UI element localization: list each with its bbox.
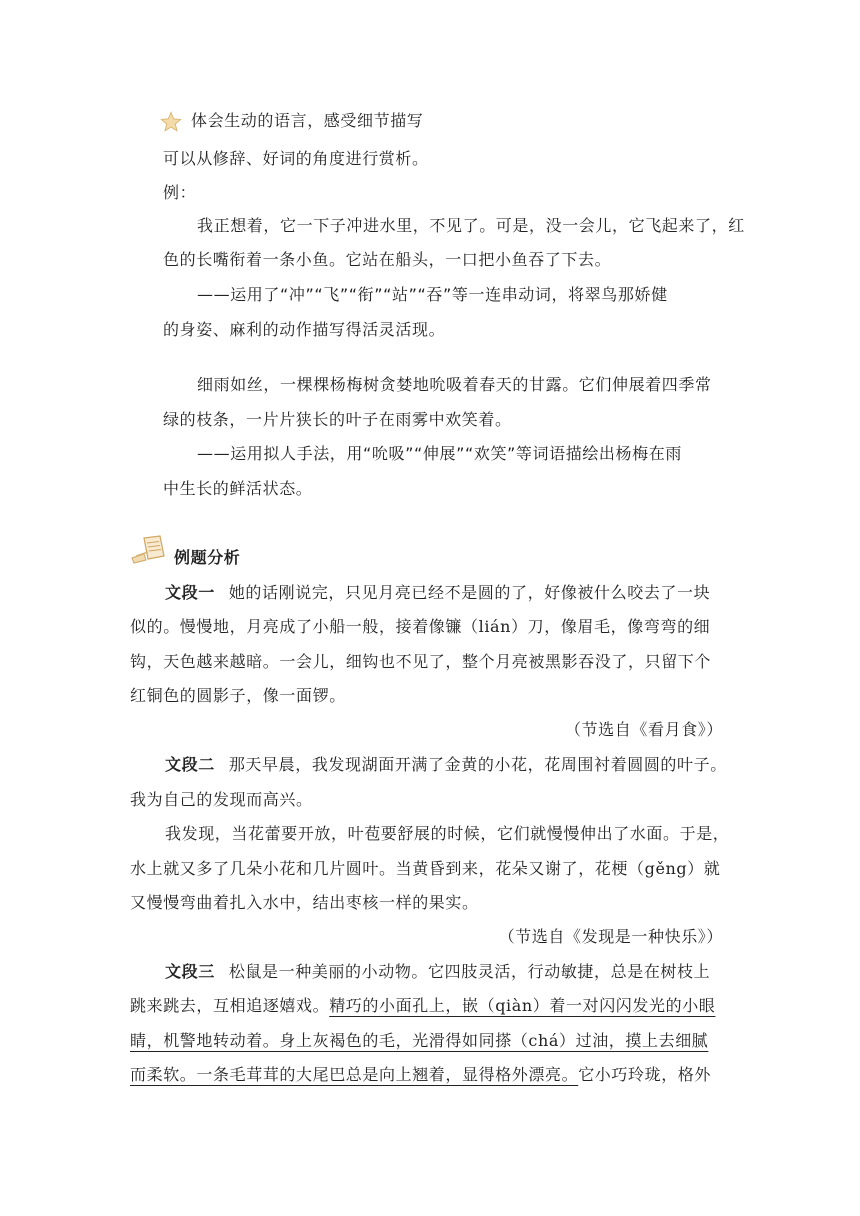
example-2-line-1: 细雨如丝，一棵棵杨梅树贪婪地吮吸着春天的甘露。它们伸展着四季常: [197, 375, 712, 394]
passage-3-line-3: [130, 1031, 708, 1051]
underlined-text: 睛，机警地转动着。身上灰褐色的毛，光滑得如同搽（chá）过油，摸上去细腻: [130, 1031, 709, 1050]
passage-1-line-3: 钩，天色越来越暗。一会儿，细钩也不见了，整个月亮被黑影吞没了，只留下个: [130, 652, 712, 671]
passage-3-line-1: 文段三 松鼠是一种美丽的小动物。它四肢灵活，行动敏捷，总是在树枝上: [165, 962, 711, 981]
passage-1-line-2: 似的。慢慢地，月亮成了小船一般，接着像镰（lián）刀，像眉毛，像弯弯的细: [130, 617, 711, 636]
passage-1-line-1: 文段一 她的话刚说完，只见月亮已经不是圆的了，好像被什么咬去了一块: [165, 583, 711, 602]
passage-1-source: （节选自《看月食》）: [564, 720, 723, 739]
example-label: 例：: [163, 183, 197, 202]
section-title: 例题分析: [174, 548, 241, 567]
passage-1-line-4: 红铜色的圆影子，像一面锣。: [130, 686, 346, 705]
tip-title: 体会生动的语言，感受细节描写: [191, 111, 424, 130]
example-1-line-1: 我正想着，它一下子冲进水里，不见了。可是，没一会儿，它飞起来了，红: [197, 216, 745, 235]
passage-2-line-4: 水上就又多了几朵小花和几片圆叶。当黄昏到来，花朵又谢了，花梗（gěng）就: [130, 859, 721, 878]
passage-3-line-2: 跳来跳去，互相追逐嬉戏。精巧的小面孔上，嵌（qiàn）着一对闪闪发光的小眼: [130, 996, 716, 1015]
example-2-comment-1: ——运用拟人手法，用“吮吸”“伸展”“欢笑”等词语描绘出杨梅在雨: [197, 444, 682, 463]
passage-2-line-1: 文段二 那天早晨，我发现湖面开满了金黄的小花，花周围衬着圆圆的叶子。: [165, 755, 727, 774]
star-icon: [160, 111, 182, 133]
passage-2-line-3: 我发现，当花蕾要开放，叶苞要舒展的时候，它们就慢慢伸出了水面。于是，: [165, 824, 730, 843]
example-1-comment-1: ——运用了“冲”“飞”“衔”“站”“吞”等一连串动词，将翠鸟那娇健: [197, 285, 668, 304]
passage-1-label: 文段一: [165, 583, 215, 602]
passage-3-label: 文段三: [165, 962, 215, 981]
example-2-line-2: 绿的枝条，一片片狭长的叶子在雨雾中欢笑着。: [163, 410, 512, 429]
passage-2-label: 文段二: [165, 755, 215, 774]
passage-3-line-4: 而柔软。一条毛茸茸的大尾巴总是向上翘着，显得格外漂亮。它小巧玲珑，格外: [130, 1065, 712, 1084]
example-2-comment-2: 中生长的鲜活状态。: [163, 479, 313, 498]
tip-intro: 可以从修辞、好词的角度进行赏析。: [163, 149, 429, 168]
example-1-comment-2: 的身姿、麻利的动作描写得活灵活现。: [163, 320, 446, 339]
passage-2-line-2: 我为自己的发现而高兴。: [130, 790, 313, 809]
example-1-line-2: 色的长嘴衔着一条小鱼。它站在船头，一口把小鱼吞了下去。: [163, 250, 612, 269]
passage-2-source: （节选自《发现是一种快乐》）: [498, 927, 723, 946]
underlined-text: 而柔软。一条毛茸茸的大尾巴总是向上翘着，显得格外漂亮。: [130, 1065, 579, 1084]
book-icon: [130, 534, 168, 564]
passage-2-line-5: 又慢慢弯曲着扎入水中，结出枣核一样的果实。: [130, 893, 479, 912]
underlined-text: 精巧的小面孔上，嵌（qiàn）着一对闪闪发光的小眼: [329, 996, 716, 1015]
